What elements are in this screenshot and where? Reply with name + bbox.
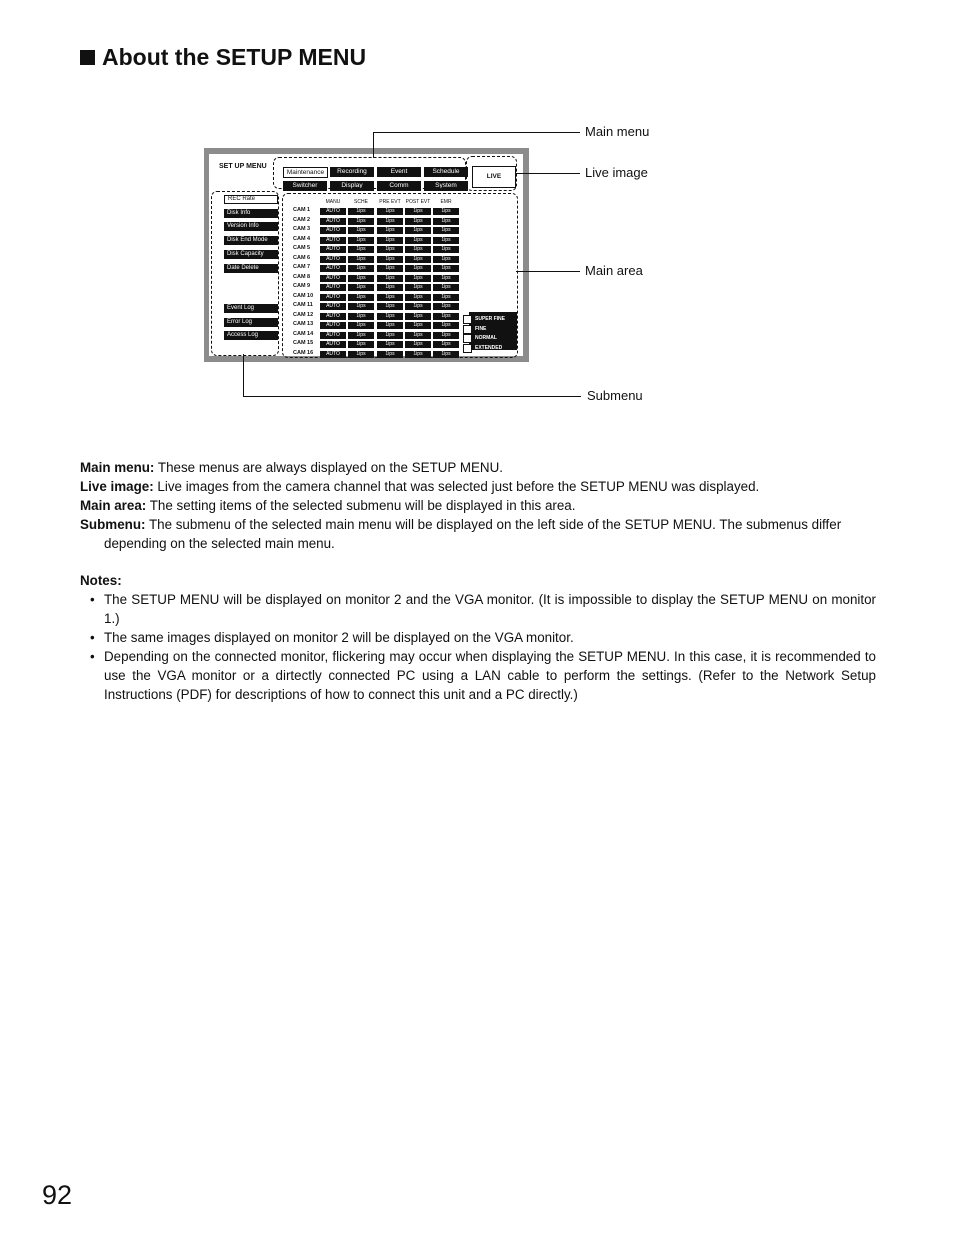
main-menu-maintenance-button[interactable]: Maintenance [283, 167, 328, 178]
legend-label: FINE [475, 325, 487, 332]
callout-live-image: Live image [585, 165, 648, 180]
rate-cell[interactable]: 1ips [405, 256, 431, 263]
rate-cell[interactable]: AUTO [320, 322, 346, 329]
submenu-item[interactable]: Disk End Mode [224, 236, 278, 245]
definition-item [80, 458, 876, 477]
notes-title: Notes: [80, 573, 122, 588]
definition-text: The submenu of the selected main menu will be displayed on the left side of the SETUP MENU. The submenus differ depending on the selected main menu. [104, 517, 842, 551]
rate-cell[interactable]: 1ips [405, 237, 431, 244]
rate-cell[interactable]: 1ips [405, 294, 431, 301]
main-area-leader [516, 271, 580, 272]
main-menu-leader-h [373, 132, 580, 133]
rate-cell[interactable]: 1ips [433, 313, 459, 320]
rate-cell[interactable]: 1ips [377, 303, 403, 310]
callout-submenu: Submenu [587, 388, 643, 403]
definition-term: Main area: [80, 498, 147, 513]
main-menu-event-button[interactable]: Event [377, 167, 421, 177]
rate-cell[interactable]: 1ips [377, 265, 403, 272]
main-menu-system-button[interactable]: System [424, 181, 468, 191]
rate-cell[interactable]: 1ips [377, 218, 403, 225]
submenu-item[interactable]: Date Delete [224, 264, 278, 273]
column-header: SCHE [354, 199, 368, 205]
rate-cell[interactable]: AUTO [320, 332, 346, 339]
rate-cell[interactable]: 1ips [377, 227, 403, 234]
rate-cell[interactable]: 1ips [377, 341, 403, 348]
rate-cell[interactable]: 1ips [377, 246, 403, 253]
camera-label: CAM 12 [293, 311, 314, 318]
live-image-highlight [466, 156, 517, 191]
note-item: • The SETUP MENU will be displayed on monitor 2 and the VGA monitor. (It is impossible to display the SETUP MENU on monitor 1.) [80, 590, 876, 628]
main-menu-schedule-button[interactable]: Schedule [424, 167, 468, 177]
rate-cell[interactable]: 1ips [433, 237, 459, 244]
main-menu-comm-button[interactable]: Comm [377, 181, 421, 191]
rate-cell[interactable]: 1ips [348, 322, 374, 329]
submenu-highlight [211, 191, 279, 356]
main-menu-highlight [273, 157, 466, 189]
rate-cell[interactable]: 1ips [377, 284, 403, 291]
page-title-text: About the SETUP MENU [102, 44, 367, 70]
rate-cell[interactable]: 1ips [405, 322, 431, 329]
main-menu-display-button[interactable]: Display [330, 181, 374, 191]
camera-label: CAM 6 [293, 254, 311, 261]
rate-cell[interactable]: 1ips [405, 313, 431, 320]
rate-cell[interactable]: AUTO [320, 275, 346, 282]
rate-cell[interactable]: 1ips [377, 208, 403, 215]
note-item: • The same images displayed on monitor 2 will be displayed on the VGA monitor. [80, 628, 876, 647]
rate-cell[interactable]: 1ips [348, 237, 374, 244]
rate-cell[interactable]: AUTO [320, 256, 346, 263]
rate-cell[interactable]: 1ips [348, 351, 374, 358]
camera-label: CAM 10 [293, 292, 314, 299]
camera-label: CAM 15 [293, 340, 314, 346]
definition-text: These menus are always displayed on the SETUP MENU. [154, 460, 503, 475]
rate-cell[interactable]: AUTO [320, 284, 346, 291]
rate-cell[interactable]: 1ips [348, 303, 374, 310]
definition-term: Live image: [80, 479, 154, 494]
definition-item [80, 477, 876, 496]
page-title [80, 44, 366, 71]
legend-label: EXTENDED [475, 344, 503, 351]
main-menu-switcher-button[interactable]: Switcher [283, 181, 327, 191]
page-number: 92 [42, 1180, 73, 1210]
rate-cell[interactable]: 1ips [433, 303, 459, 310]
rate-cell[interactable]: 1ips [405, 332, 431, 339]
rate-cell[interactable]: AUTO [320, 313, 346, 320]
rate-cell[interactable]: AUTO [320, 294, 346, 301]
rate-cell[interactable]: 1ips [348, 208, 374, 215]
rate-cell[interactable]: 1ips [433, 265, 459, 272]
camera-label: CAM 9 [293, 283, 311, 289]
camera-label: CAM 14 [293, 330, 314, 337]
rate-cell[interactable]: 1ips [377, 237, 403, 244]
definition-item [80, 496, 876, 515]
rate-cell[interactable]: AUTO [320, 265, 346, 272]
rate-cell[interactable]: 1ips [433, 341, 459, 348]
rate-cell[interactable]: AUTO [320, 246, 346, 253]
submenu-item[interactable]: Event Log [224, 304, 278, 313]
definition-text: Live images from the camera channel that was selected just before the SETUP MENU was displayed. [153, 479, 760, 494]
submenu-item[interactable]: REC Rate [224, 195, 278, 204]
column-header: POST EVT [405, 199, 431, 205]
callout-main-area: Main area [585, 263, 643, 278]
rate-cell[interactable]: 1ips [433, 218, 459, 225]
callout-main-menu: Main menu [585, 124, 650, 139]
rate-cell[interactable]: AUTO [320, 303, 346, 310]
rate-cell[interactable]: 1ips [348, 275, 374, 282]
rate-cell[interactable]: 1ips [348, 294, 374, 301]
submenu-leader-h [243, 396, 581, 397]
square-bullet-icon [80, 50, 95, 65]
camera-label: CAM 4 [293, 235, 311, 242]
rate-cell[interactable]: 1ips [433, 275, 459, 282]
rate-cell[interactable]: 1ips [405, 275, 431, 282]
camera-label: CAM 16 [293, 349, 314, 356]
rate-cell[interactable]: 1ips [433, 208, 459, 215]
rate-cell[interactable]: AUTO [320, 341, 346, 348]
rate-cell[interactable]: 1ips [433, 322, 459, 329]
camera-label: CAM 2 [293, 216, 311, 223]
rate-cell[interactable]: 1ips [348, 246, 374, 253]
rate-cell[interactable]: 1ips [433, 246, 459, 253]
rate-cell[interactable]: 1ips [348, 218, 374, 225]
rate-cell[interactable]: AUTO [320, 218, 346, 225]
legend-label: NORMAL [475, 335, 497, 341]
rate-cell[interactable]: 1ips [405, 303, 431, 310]
rate-cell[interactable]: 1ips [433, 351, 459, 358]
camera-label: CAM 7 [293, 264, 311, 270]
rate-cell[interactable]: 1ips [348, 284, 374, 291]
submenu-item[interactable]: Disk Capacity [224, 250, 278, 259]
rate-cell[interactable]: 1ips [348, 341, 374, 348]
submenu-item[interactable]: Version Info [224, 222, 278, 231]
rate-cell[interactable]: 1ips [405, 341, 431, 348]
rate-cell[interactable]: 1ips [405, 246, 431, 253]
main-menu-leader-v [373, 132, 374, 158]
rate-cell[interactable]: 1ips [433, 227, 459, 234]
submenu-item[interactable]: Disk Info [224, 209, 278, 218]
rate-cell[interactable]: 1ips [377, 256, 403, 263]
rate-cell[interactable]: 1ips [405, 265, 431, 272]
rate-cell[interactable]: AUTO [320, 227, 346, 234]
submenu-item[interactable]: Access Log [224, 331, 278, 340]
rate-cell[interactable]: 1ips [433, 256, 459, 263]
camera-label: CAM 11 [293, 302, 313, 308]
rate-cell[interactable]: 1ips [377, 275, 403, 282]
camera-label: CAM 3 [293, 226, 311, 232]
rate-cell[interactable]: 1ips [377, 294, 403, 301]
rate-cell[interactable]: AUTO [320, 208, 346, 215]
rate-cell[interactable]: 1ips [348, 256, 374, 263]
setup-menu-title: SET UP MENU [219, 163, 267, 170]
column-header: PRE EVT [379, 199, 401, 205]
main-area-highlight [282, 193, 518, 358]
camera-label: CAM 13 [293, 321, 314, 327]
note-item: • Depending on the connected monitor, flickering may occur when displaying the SETUP MENU. In this case, it is recommended to use the VGA monitor or a dirtectly connected PC using a LAN cable to perform the settings. (Refer to the Network Setup Instructions (PDF) for descriptions of how to connect this unit and a PC directly.) [80, 647, 876, 704]
camera-label: CAM 5 [293, 245, 311, 251]
rate-cell[interactable]: 1ips [433, 294, 459, 301]
rate-cell[interactable]: AUTO [320, 237, 346, 244]
submenu-leader-v [243, 354, 244, 397]
rate-cell[interactable]: 1ips [405, 208, 431, 215]
definition-term: Submenu: [80, 517, 146, 532]
column-header: MANU [325, 199, 341, 205]
live-image-leader [515, 173, 580, 174]
rate-cell[interactable]: 1ips [377, 351, 403, 358]
live-image-box: LIVE [472, 166, 516, 188]
rate-cell[interactable]: 1ips [433, 284, 459, 291]
camera-label: CAM 1 [293, 207, 311, 213]
legend-label: SUPER FINE [475, 316, 506, 322]
column-header: EMR [440, 199, 452, 205]
rate-cell[interactable]: 1ips [405, 227, 431, 234]
rate-cell[interactable]: 1ips [377, 322, 403, 329]
camera-label: CAM 8 [293, 273, 311, 280]
definition-item [80, 515, 876, 553]
definition-text: The setting items of the selected submenu will be displayed in this area. [146, 498, 576, 513]
rate-cell[interactable]: 1ips [405, 218, 431, 225]
rate-cell[interactable]: 1ips [348, 227, 374, 234]
rate-cell[interactable]: 1ips [405, 351, 431, 358]
definition-term: Main menu: [80, 460, 155, 475]
main-menu-recording-button[interactable]: Recording [330, 167, 374, 177]
rate-cell[interactable]: 1ips [405, 284, 431, 291]
rate-cell[interactable]: 1ips [433, 332, 459, 339]
rate-cell[interactable]: 1ips [377, 313, 403, 320]
rate-cell[interactable]: 1ips [348, 313, 374, 320]
rate-cell[interactable]: 1ips [377, 332, 403, 339]
submenu-item[interactable]: Error Log [224, 318, 278, 327]
rate-cell[interactable]: 1ips [348, 265, 374, 272]
rate-cell[interactable]: AUTO [320, 351, 346, 358]
rate-cell[interactable]: 1ips [348, 332, 374, 339]
body-text [80, 458, 876, 704]
